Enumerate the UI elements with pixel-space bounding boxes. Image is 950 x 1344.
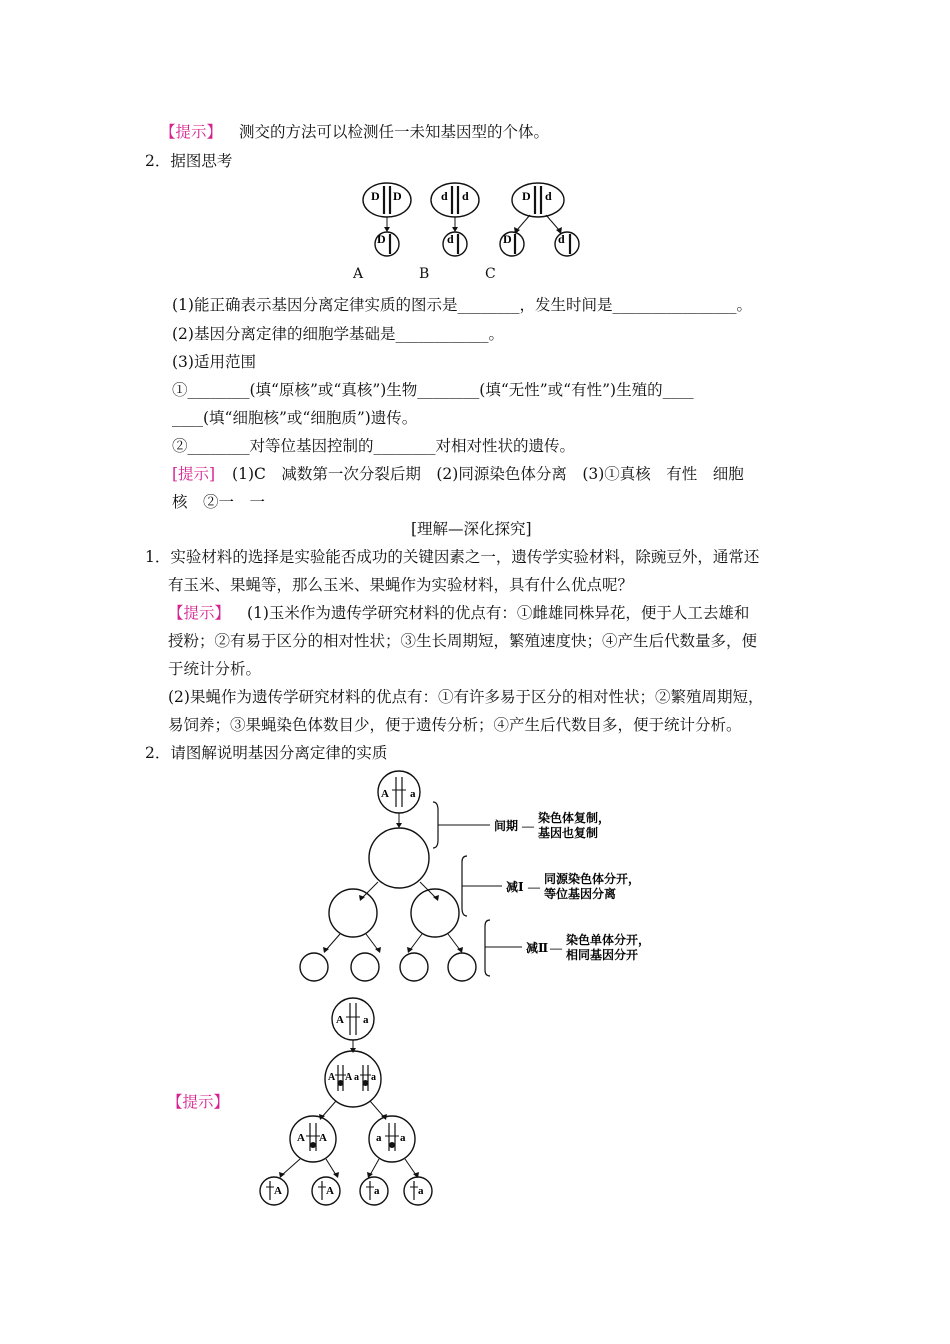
answer-tag: [提示] xyxy=(172,465,216,483)
stage-desc: 染色体复制， xyxy=(538,811,611,825)
question-line-3: (3)适用范围 xyxy=(172,353,256,371)
stage-name: 间期 xyxy=(494,819,519,833)
allele-label: d xyxy=(447,232,454,246)
figure-a xyxy=(363,183,411,256)
hint-2-line-1 xyxy=(168,601,749,625)
stage-name: 减Ⅰ xyxy=(506,880,524,894)
svg-text:—: — xyxy=(528,880,540,894)
stage-desc: 同源染色体分开， xyxy=(544,872,641,886)
figure-label-a: A xyxy=(353,266,364,282)
allele-label: D xyxy=(522,189,531,203)
allele-label: d xyxy=(545,189,552,203)
hint-text: (1)玉米作为遗传学研究材料的优点有：①雌雄同株异花，便于人工去雄和 xyxy=(246,604,750,622)
gamete-allele: A xyxy=(274,1185,282,1197)
allele-figure-abc xyxy=(355,180,595,262)
allele-label: a xyxy=(376,1132,382,1144)
allele-label: d xyxy=(558,232,565,246)
allele-label: A xyxy=(328,1072,336,1083)
gamete-allele: a xyxy=(374,1185,380,1197)
hint-2-line-2: 授粉；②有易于区分的相对性状；③生长周期短，繁殖速度快；④产生后代数量多，便 xyxy=(168,632,758,650)
answer-text: (1)C 减数第一次分裂后期 (2)同源染色体分离 (3)①真核 有性 细胞 xyxy=(232,465,744,483)
allele-label: a xyxy=(354,1072,359,1083)
hint-2-line-3: 于统计分析。 xyxy=(168,660,262,678)
question-1-line-1: 1．实验材料的选择是实验能否成功的关键因素之一，遗传学实验材料，除豌豆外，通常还 xyxy=(145,548,760,566)
figure-label-c: C xyxy=(485,266,496,282)
question-line-1: (1)能正确表示基因分离定律实质的图示是________，发生时间是________________。 xyxy=(172,296,752,314)
question-line-5: ____(填“细胞核”或“细胞质”)遗传。 xyxy=(172,409,418,427)
question-line-6: ②________对等位基因控制的________对相对性状的遗传。 xyxy=(172,437,576,455)
figure-c xyxy=(500,183,579,256)
allele-label: D xyxy=(377,232,386,246)
allele-label: d xyxy=(441,189,448,203)
hint-tag: 【提示】 xyxy=(160,123,223,141)
hint-tag: 【提示】 xyxy=(168,604,231,622)
gamete-allele: a xyxy=(418,1185,424,1197)
allele-label: a xyxy=(410,788,416,800)
answer-tag-2 xyxy=(167,1090,229,1114)
section-title: [理解—深化探究] xyxy=(411,520,532,538)
stage-name: 减Ⅱ xyxy=(526,941,549,955)
allele-label: A xyxy=(345,1072,353,1083)
allele-label: A xyxy=(319,1132,327,1144)
svg-text:—: — xyxy=(550,941,562,955)
hint-tag: 【提示】 xyxy=(167,1093,230,1111)
allele-label: A xyxy=(381,788,389,800)
stage-desc: 等位基因分离 xyxy=(544,887,617,901)
allele-label: d xyxy=(462,189,469,203)
allele-label: a xyxy=(363,1014,369,1026)
answer-line-2: 核 ②一 一 xyxy=(172,493,266,511)
meiosis-stage-diagram xyxy=(290,770,670,990)
question-1-line-2: 有玉米、果蝇等，那么玉米、果蝇作为实验材料，具有什么优点呢？ xyxy=(168,576,634,594)
stage-desc: 染色单体分开， xyxy=(566,933,651,947)
hint-2-line-5: 易饲养；③果蝇染色体数目少，便于遗传分析；④产生后代数目多，便于统计分析。 xyxy=(168,716,742,734)
question-line-4: ①________(填“原核”或“真核”)生物________(填“无性”或“有性”)生殖的____ xyxy=(172,381,694,399)
figure-label-b: B xyxy=(419,266,430,282)
allele-label: A xyxy=(297,1132,305,1144)
hint-line-1 xyxy=(160,120,549,144)
allele-label: A xyxy=(336,1014,344,1026)
allele-label: D xyxy=(503,232,512,246)
gamete-allele: A xyxy=(326,1185,334,1197)
chromosome-separation-diagram xyxy=(250,995,450,1210)
allele-label: a xyxy=(371,1072,376,1083)
stage-desc: 基因也复制 xyxy=(538,826,599,840)
svg-text:—: — xyxy=(522,819,534,833)
hint-text: 测交的方法可以检测任一未知基因型的个体。 xyxy=(238,123,549,141)
allele-label: a xyxy=(400,1132,406,1144)
stage-desc: 相同基因分开 xyxy=(566,948,639,962)
hint-2-line-4: (2)果蝇作为遗传学研究材料的优点有：①有许多易于区分的相对性状；②繁殖周期短， xyxy=(168,688,764,706)
question-2-title: 2．据图思考 xyxy=(145,152,233,170)
answer-line-1 xyxy=(172,462,744,486)
allele-label: D xyxy=(371,189,380,203)
allele-label: D xyxy=(393,189,402,203)
question-2b-title: 2．请图解说明基因分离定律的实质 xyxy=(145,744,388,762)
question-line-2: (2)基因分离定律的细胞学基础是____________。 xyxy=(172,325,504,343)
figure-b xyxy=(431,183,479,256)
